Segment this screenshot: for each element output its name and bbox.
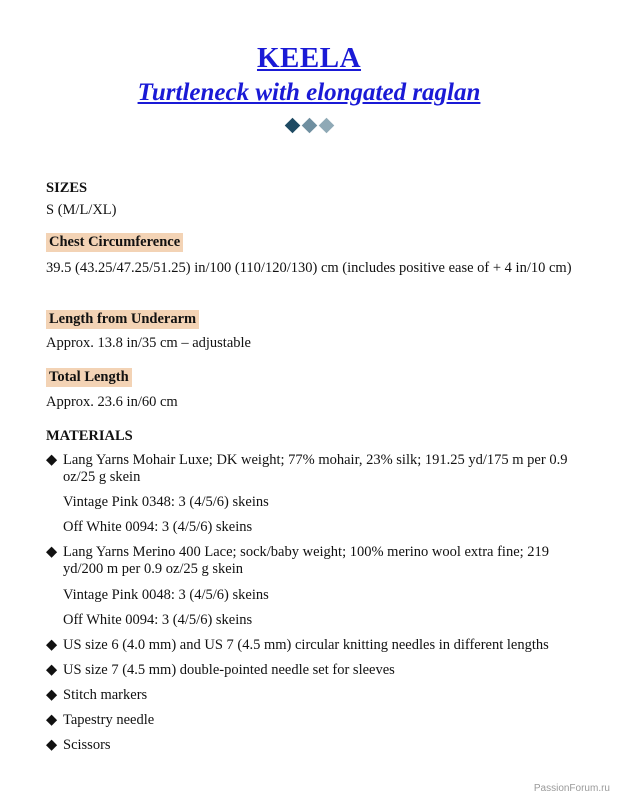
color-line: Off White 0094: 3 (4/5/6) skeins bbox=[63, 519, 253, 535]
sizes-value: S (M/L/XL) bbox=[46, 202, 117, 218]
chest-label: Chest Circumference bbox=[46, 233, 183, 252]
sizes-heading: SIZES bbox=[46, 180, 88, 196]
bullet-diamond-icon: ◆ bbox=[46, 737, 58, 753]
color-line: Vintage Pink 0348: 3 (4/5/6) skeins bbox=[63, 494, 269, 510]
bullet-diamond-icon: ◆ bbox=[46, 544, 58, 560]
diamond-icon bbox=[284, 118, 300, 134]
material-text: US size 7 (4.5 mm) double-pointed needle set for sleeves bbox=[63, 662, 395, 678]
material-item bbox=[46, 737, 576, 754]
material-item bbox=[46, 712, 576, 729]
material-item bbox=[46, 544, 576, 578]
bullet-diamond-icon: ◆ bbox=[46, 452, 58, 468]
pattern-title: KEELA bbox=[256, 42, 362, 74]
color-line: Vintage Pink 0048: 3 (4/5/6) skeins bbox=[63, 587, 269, 603]
material-item bbox=[46, 662, 576, 679]
length-underarm-text: Approx. 13.8 in/35 cm – adjustable bbox=[46, 335, 251, 351]
materials-heading: MATERIALS bbox=[46, 428, 133, 444]
bullet-diamond-icon: ◆ bbox=[46, 712, 58, 728]
material-item bbox=[46, 452, 576, 486]
length-underarm-label: Length from Underarm bbox=[46, 310, 199, 329]
pattern-subtitle: Turtleneck with elongated raglan bbox=[137, 79, 481, 106]
total-length-label: Total Length bbox=[46, 368, 132, 387]
watermark: PassionForum.ru bbox=[533, 783, 610, 794]
bullet-diamond-icon: ◆ bbox=[46, 687, 58, 703]
material-text: Lang Yarns Mohair Luxe; DK weight; 77% mohair, 23% silk; 191.25 yd/175 m per 0.9 oz/25 g skein bbox=[63, 452, 568, 485]
bullet-diamond-icon: ◆ bbox=[46, 637, 58, 653]
material-text: Scissors bbox=[63, 737, 111, 753]
material-item bbox=[46, 637, 576, 654]
color-line: Off White 0094: 3 (4/5/6) skeins bbox=[63, 612, 253, 628]
diamond-icon bbox=[301, 118, 317, 134]
total-length-text: Approx. 23.6 in/60 cm bbox=[46, 394, 178, 410]
material-item bbox=[46, 687, 576, 704]
material-text: Tapestry needle bbox=[63, 712, 155, 728]
chest-text: 39.5 (43.25/47.25/51.25) in/100 (110/120/130) cm (includes positive ease of + 4 in/10 cm) bbox=[46, 260, 572, 276]
diamond-icon bbox=[318, 118, 334, 134]
material-text: US size 6 (4.0 mm) and US 7 (4.5 mm) circular knitting needles in different lengths bbox=[63, 637, 549, 653]
material-text: Lang Yarns Merino 400 Lace; sock/baby weight; 100% merino wool extra fine; 219 yd/200 m per 0.9 oz/25 g skein bbox=[63, 544, 550, 577]
diamond-divider bbox=[0, 116, 618, 136]
bullet-diamond-icon: ◆ bbox=[46, 662, 58, 678]
material-text: Stitch markers bbox=[63, 687, 148, 703]
